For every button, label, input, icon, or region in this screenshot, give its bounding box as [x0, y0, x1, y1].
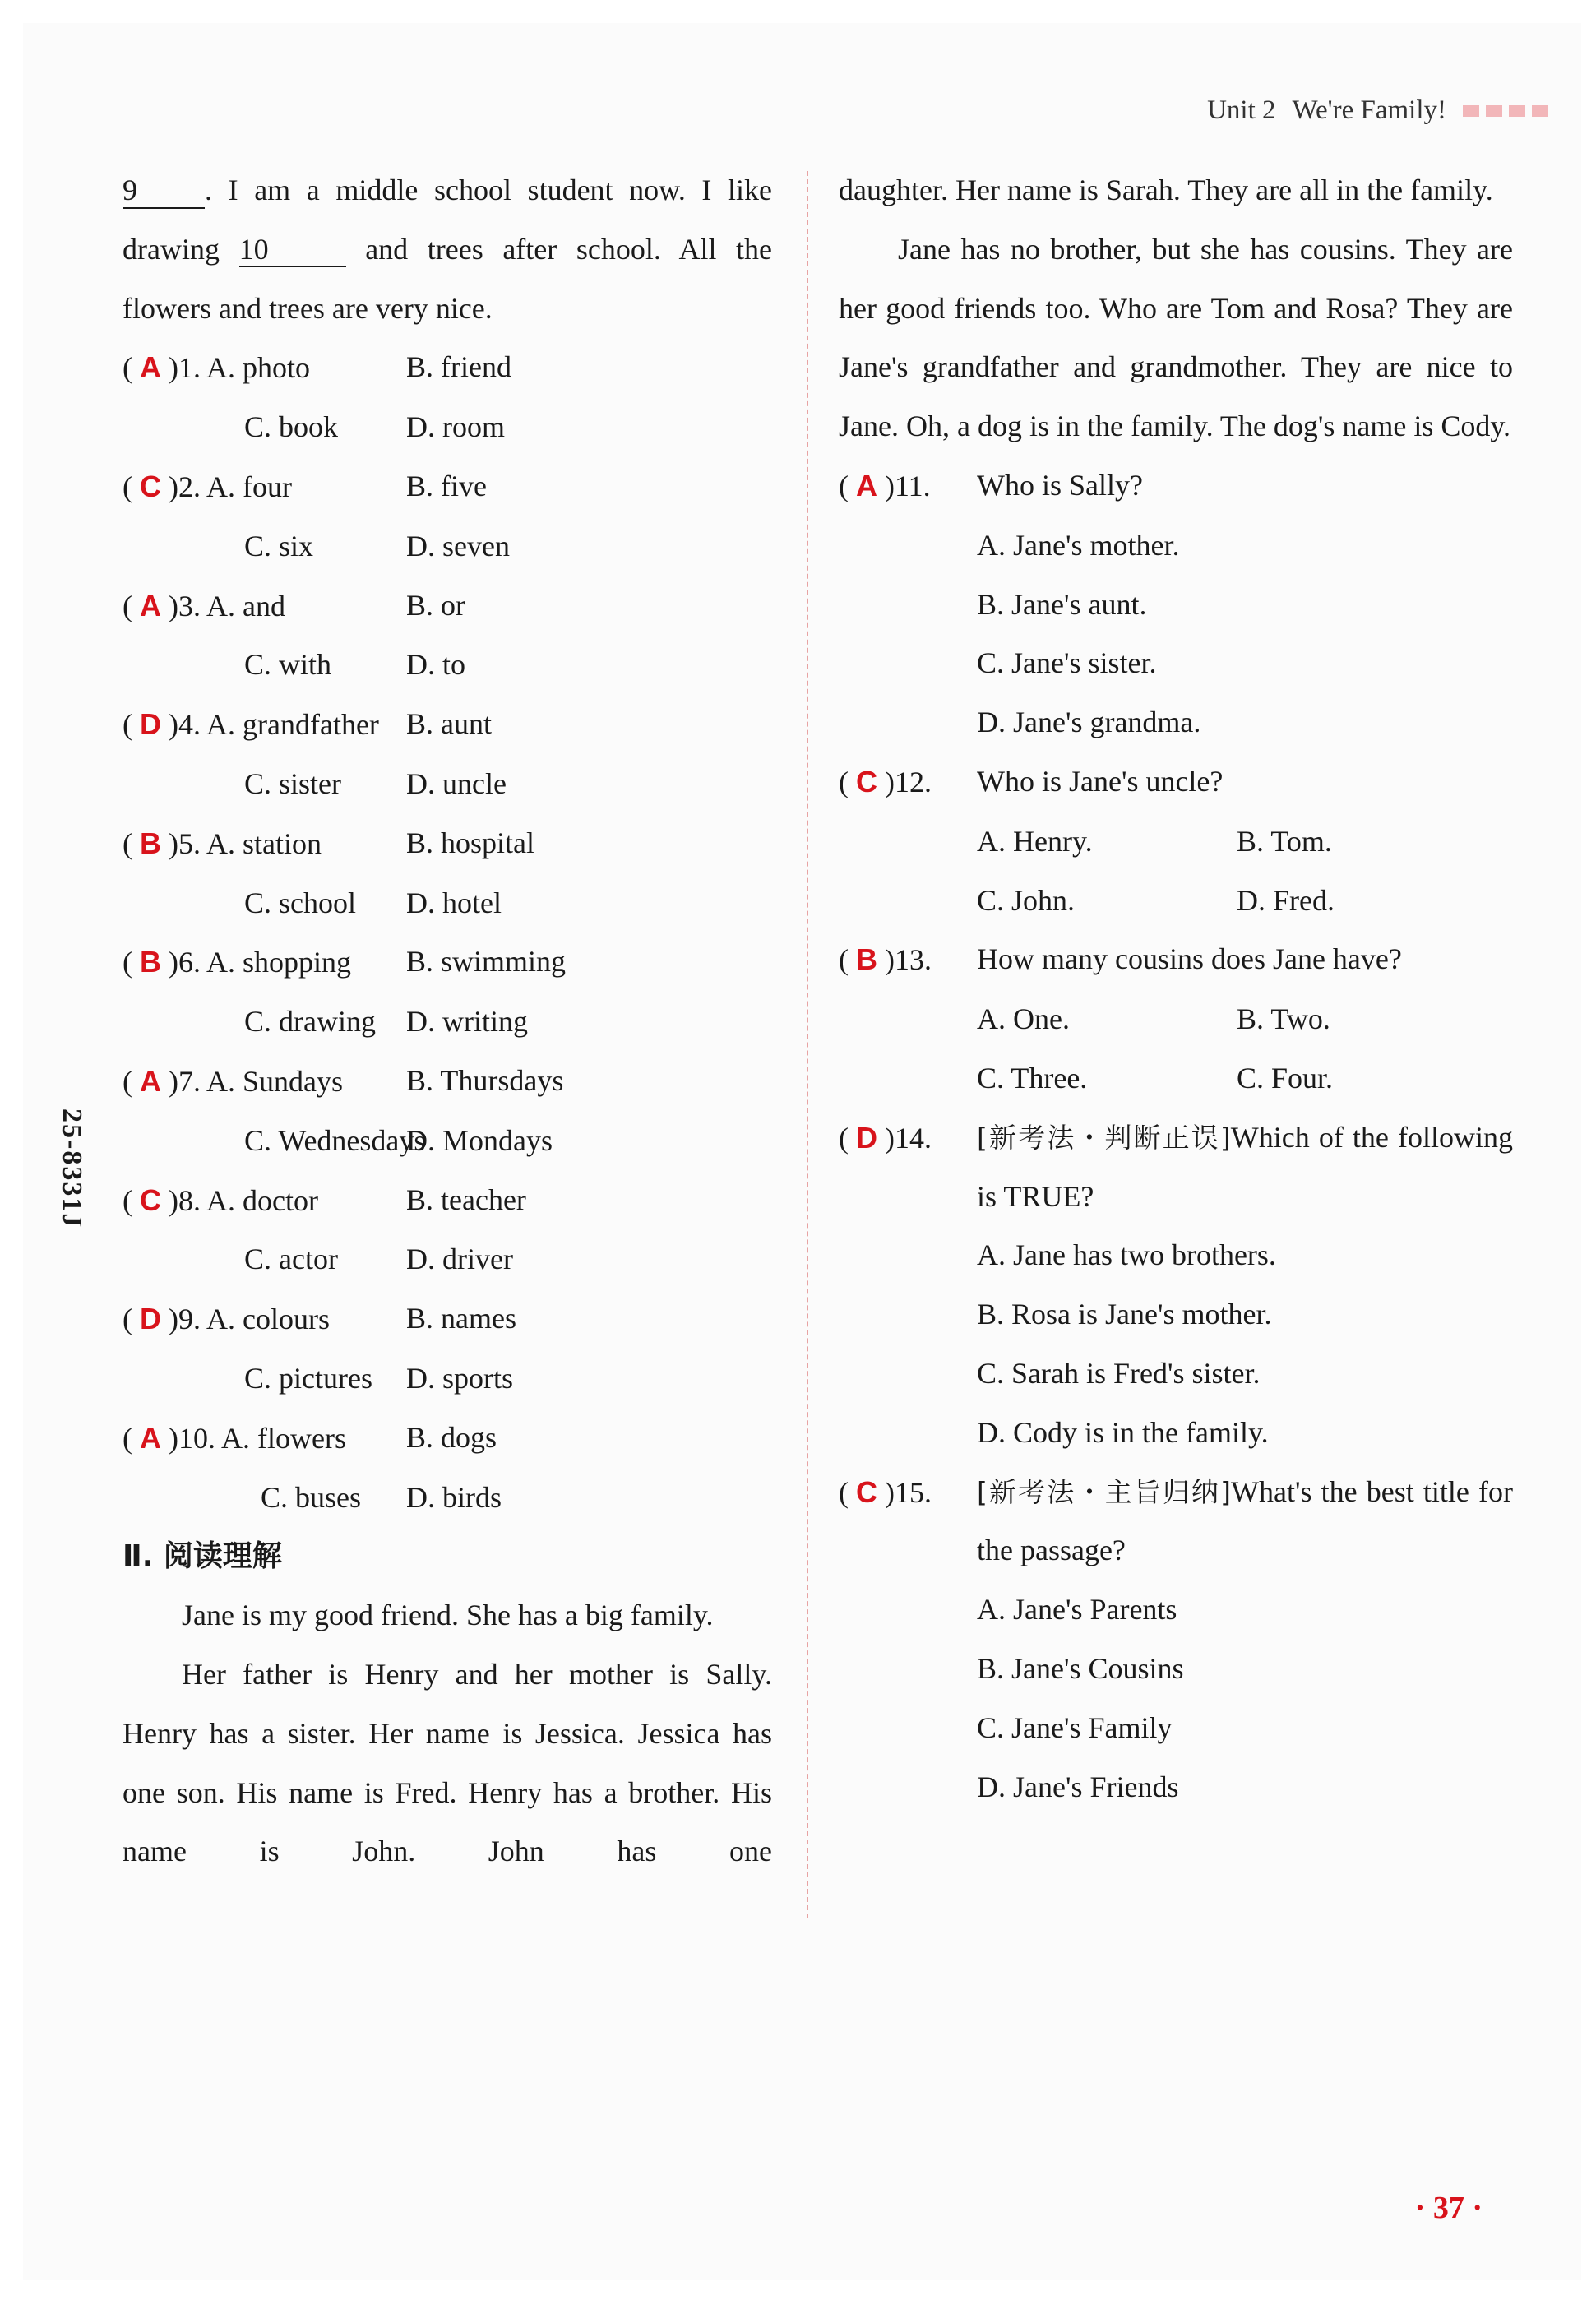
question-number: ( D )14.: [839, 1120, 932, 1155]
option-a: A. flowers: [221, 1421, 346, 1455]
reading-question-list: [839, 456, 1513, 1816]
question-stem: Which of the following is TRUE?: [977, 1120, 1514, 1213]
reading-paragraph-continued: daughter. Her name is Sarah. They are all in the family.: [839, 174, 1493, 206]
blank-10: 10: [239, 234, 346, 268]
reading-paragraph: Her father is Henry and her mother is Sally. Henry has a sister. Her name is Jessica. Jessica has one son. His name is Fred. Henry has a brother. His name is John. John has one: [123, 1657, 772, 1868]
question-number: ( A )11.: [839, 468, 931, 502]
option: C. Four.: [1237, 1061, 1334, 1094]
cloze-question: [123, 576, 772, 636]
option-d: D. uncle: [406, 766, 507, 800]
option: A. One.: [977, 1002, 1070, 1036]
reading-question: [839, 1108, 1513, 1227]
question-tag: [新考法・主旨归纳]: [977, 1475, 1232, 1508]
option: D. Jane's Friends: [977, 1770, 1179, 1803]
option-b: B. friend: [406, 350, 511, 384]
option-a: A. photo: [206, 351, 311, 385]
option: C. John.: [977, 883, 1076, 917]
cloze-options-row: [123, 993, 772, 1052]
question-stem-wrap: [977, 1108, 1513, 1227]
question-stem: What's the best title for the passage?: [977, 1474, 1514, 1567]
answer-mark: A: [140, 350, 161, 385]
option-d: D. driver: [406, 1243, 513, 1276]
option: A. Jane's Parents: [977, 1593, 1177, 1627]
option-a: A. grandfather: [206, 708, 379, 742]
option-d: D. room: [406, 410, 505, 444]
answer-mark: B: [856, 942, 877, 977]
cloze-question: [123, 695, 772, 755]
option-b: B. hospital: [406, 826, 535, 859]
question-number: ( A )3. A. and: [123, 588, 285, 622]
cloze-options-row: [123, 874, 772, 933]
worksheet-page: [23, 23, 1581, 2280]
reading-question: [839, 1463, 1513, 1581]
option-b: B. teacher: [406, 1182, 526, 1216]
option: A. Henry.: [977, 824, 1093, 858]
cloze-options-row: [123, 1112, 772, 1171]
option-b: B. swimming: [406, 945, 567, 979]
question-number: ( D )4. A. grandfather: [123, 707, 379, 742]
option: A. Jane has two brothers.: [977, 1238, 1276, 1272]
option-a: A. doctor: [206, 1183, 318, 1217]
header-decoration: [1463, 105, 1548, 117]
cloze-question-list: [123, 338, 772, 1527]
question-number: ( C )8. A. doctor: [123, 1182, 318, 1217]
option-b: B. Thursdays: [406, 1063, 564, 1097]
option-d: D. to: [406, 648, 465, 682]
option-a: A. colours: [206, 1303, 330, 1336]
question-number: ( B )13.: [839, 942, 932, 977]
blank-9: 9: [123, 174, 205, 209]
option-b: B. names: [406, 1302, 516, 1335]
cloze-options-row: [123, 1469, 772, 1528]
option-a: A. shopping: [206, 946, 352, 979]
options-row: [839, 812, 1513, 872]
page-header: [1207, 95, 1548, 126]
column-divider: [807, 171, 808, 1918]
answer-mark: D: [856, 1120, 877, 1155]
question-number: ( C )2. A. four: [123, 469, 292, 503]
option-b: B. five: [406, 469, 487, 502]
options-row: [839, 990, 1513, 1049]
cloze-text-2: and trees after school. All the flowers and trees are very nice.: [123, 232, 773, 325]
page-number: · 37 ·: [1414, 2191, 1483, 2225]
section-title-reading: Ⅱ. 阅读理解: [123, 1539, 282, 1574]
option: D. Cody is in the family.: [977, 1415, 1269, 1449]
question-number: ( C )15.: [839, 1474, 932, 1509]
option-c: C. Wednesdays: [244, 1123, 426, 1157]
cloze-question: [123, 1409, 772, 1469]
question-stem-wrap: [977, 1463, 1513, 1581]
option-d: D. sports: [406, 1361, 514, 1395]
unit-label: Unit 2: [1207, 95, 1276, 125]
option: C. Sarah is Fred's sister.: [977, 1356, 1261, 1390]
question-number: ( A )7. A. Sundays: [123, 1063, 344, 1098]
answer-mark: D: [140, 1302, 161, 1336]
question-stem-wrap: [977, 752, 1513, 812]
left-column: [123, 161, 772, 1881]
cloze-question: [123, 1171, 772, 1231]
question-number: ( B )5. A. station: [123, 826, 322, 860]
cloze-question: [123, 457, 772, 517]
cloze-passage-tail: [123, 161, 772, 338]
answer-mark: A: [140, 1420, 161, 1455]
option-c: C. with: [244, 648, 332, 682]
option-c: C. sister: [244, 766, 342, 800]
option-d: D. hotel: [406, 886, 502, 919]
option-a: A. and: [206, 589, 285, 622]
unit-title: We're Family!: [1292, 95, 1446, 125]
reading-question: [839, 752, 1513, 812]
answer-mark: B: [140, 945, 161, 979]
answer-mark: A: [140, 588, 161, 622]
option: C. Jane's Family: [977, 1710, 1173, 1744]
option: B. Two.: [1237, 1002, 1330, 1036]
option-c: C. school: [244, 886, 357, 919]
option: D. Fred.: [1237, 883, 1335, 917]
option-a: A. Sundays: [206, 1064, 344, 1098]
option-d: D. Mondays: [406, 1123, 553, 1157]
reading-question: [839, 930, 1513, 990]
options-row: [839, 872, 1513, 931]
option-b: B. or: [406, 588, 465, 622]
question-stem-wrap: [977, 456, 1513, 516]
option-c: C. buses: [261, 1480, 362, 1514]
answer-mark: B: [140, 826, 161, 860]
option-c: C. six: [244, 529, 314, 562]
question-stem: How many cousins does Jane have?: [977, 942, 1402, 976]
cloze-text-1: . I am a middle school student now. I like drawing: [123, 174, 772, 266]
question-tag: [新考法・判断正误]: [977, 1121, 1231, 1154]
option-d: D. writing: [406, 1005, 528, 1039]
reading-paragraph: Jane has no brother, but she has cousins. They are her good friends too. Who are Tom and Rosa? They are Jane's grandfather and grandmother. They are nice to Jane. Oh, a dog is in the family. The dog's name is Cody.: [839, 232, 1513, 443]
option-a: A. four: [206, 470, 292, 503]
answer-mark: C: [856, 1474, 877, 1509]
option: C. Three.: [977, 1061, 1088, 1094]
option-c: C. actor: [244, 1243, 338, 1276]
cloze-options-row: [123, 1349, 772, 1409]
answer-mark: D: [140, 707, 161, 742]
cloze-options-row: [123, 636, 772, 695]
side-book-code: 25-8331J: [57, 1108, 87, 1229]
option-b: B. aunt: [406, 707, 492, 741]
answer-mark: C: [140, 469, 161, 503]
cloze-question: [123, 1052, 772, 1112]
option-d: D. birds: [406, 1480, 502, 1514]
option: B. Jane's aunt.: [977, 587, 1147, 621]
answer-mark: A: [856, 468, 877, 502]
option-d: D. seven: [406, 529, 510, 562]
option: A. Jane's mother.: [977, 528, 1180, 562]
question-number: ( C )12.: [839, 764, 932, 798]
question-number: ( B )6. A. shopping: [123, 945, 352, 979]
cloze-question: [123, 1289, 772, 1349]
right-column: [839, 161, 1513, 1816]
option: B. Rosa is Jane's mother.: [977, 1298, 1272, 1331]
question-number: ( A )10. A. flowers: [123, 1420, 346, 1455]
answer-mark: C: [140, 1182, 161, 1217]
option: D. Jane's grandma.: [977, 706, 1201, 739]
option-a: A. station: [206, 826, 322, 860]
cloze-options-row: [123, 517, 772, 576]
answer-mark: A: [140, 1063, 161, 1098]
question-number: ( D )9. A. colours: [123, 1302, 330, 1336]
cloze-options-row: [123, 398, 772, 457]
question-number: ( A )1. A. photo: [123, 350, 311, 385]
reading-paragraph: Jane is my good friend. She has a big family.: [182, 1599, 714, 1632]
cloze-options-row: [123, 755, 772, 814]
cloze-question: [123, 814, 772, 874]
question-stem: Who is Sally?: [977, 468, 1143, 502]
option-c: C. pictures: [244, 1361, 372, 1395]
reading-question: [839, 456, 1513, 516]
option: B. Tom.: [1237, 824, 1332, 858]
option: B. Jane's Cousins: [977, 1651, 1184, 1685]
cloze-options-row: [123, 1230, 772, 1289]
answer-mark: C: [856, 764, 877, 798]
option-b: B. dogs: [406, 1420, 497, 1454]
options-row: [839, 1049, 1513, 1108]
question-stem-wrap: [977, 930, 1513, 990]
cloze-question: [123, 338, 772, 398]
option-c: C. drawing: [244, 1005, 376, 1039]
cloze-question: [123, 932, 772, 993]
option-c: C. book: [244, 410, 339, 444]
option: C. Jane's sister.: [977, 646, 1157, 680]
question-stem: Who is Jane's uncle?: [977, 764, 1224, 798]
